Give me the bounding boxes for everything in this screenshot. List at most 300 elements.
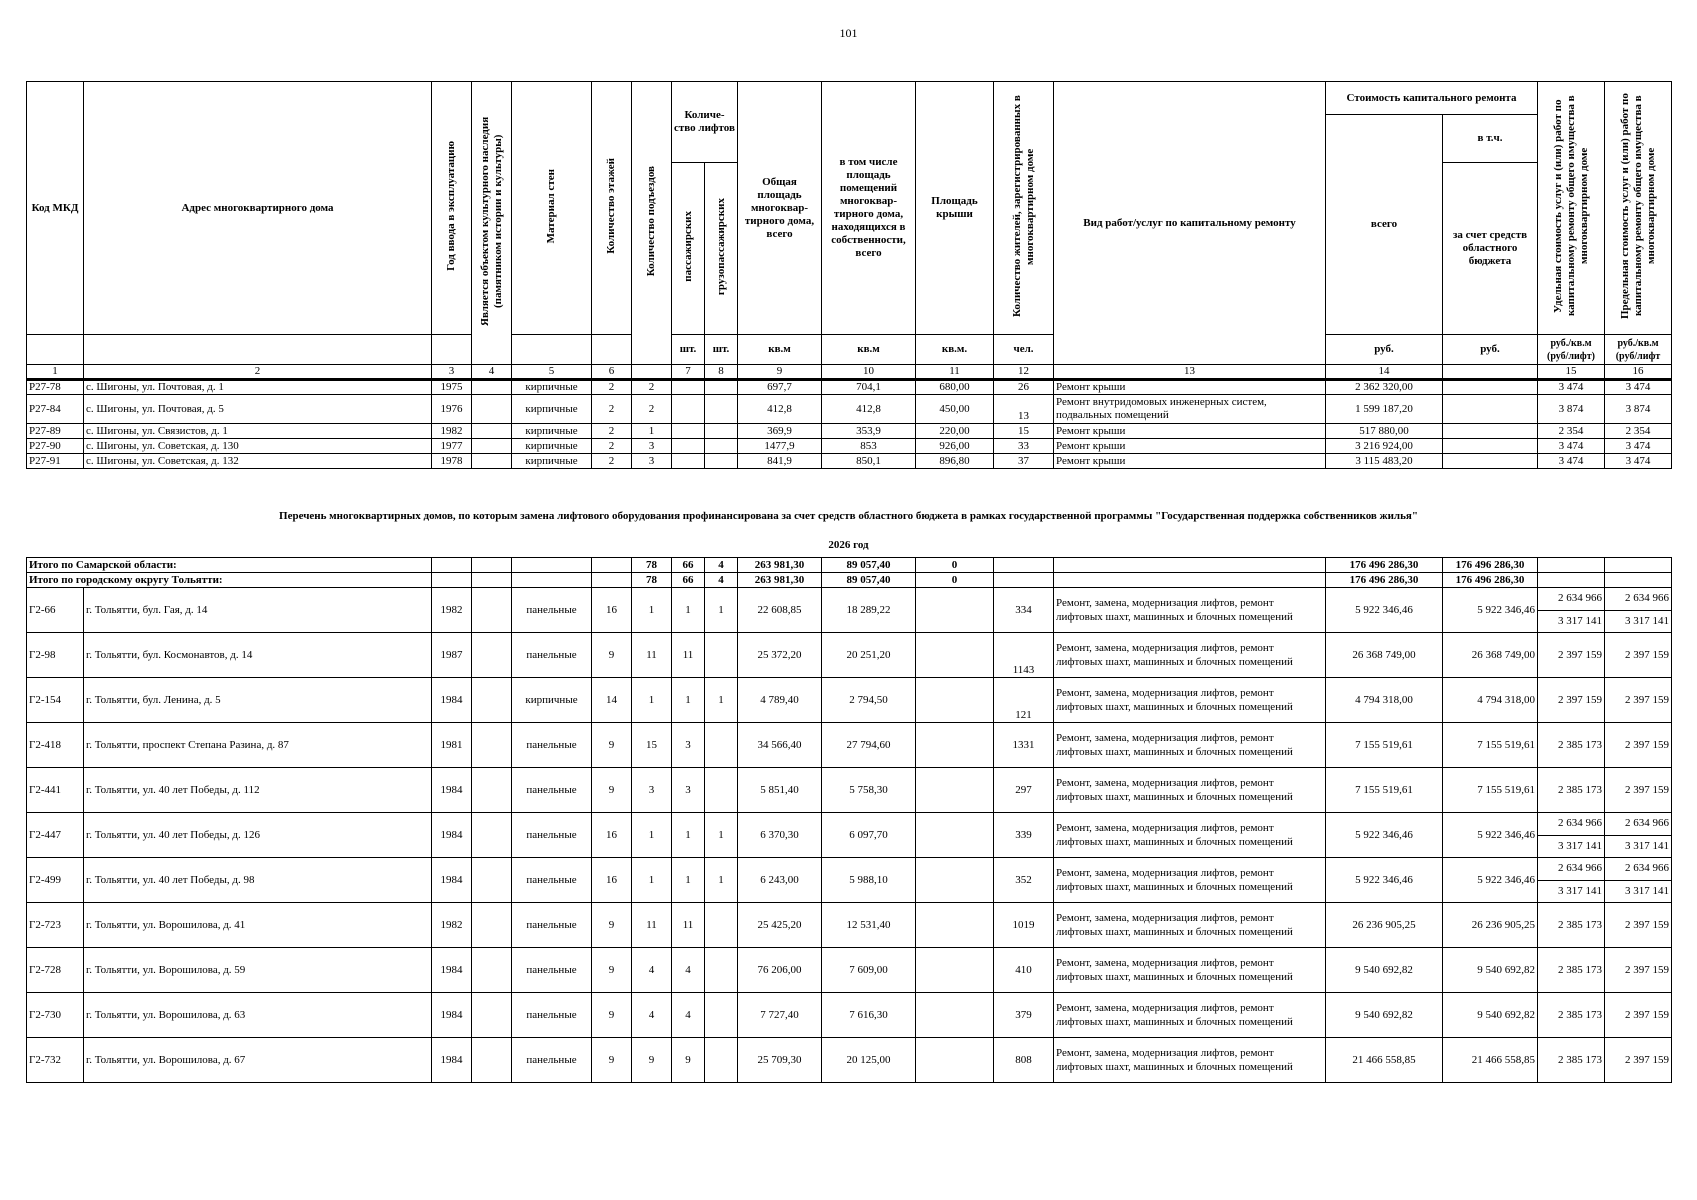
cell-wall: панельные <box>512 768 592 813</box>
cell-regional: 4 794 318,00 <box>1443 678 1538 723</box>
cell-entrances: 1 <box>632 424 672 439</box>
hdr-year: Год ввода в эксплуатацию <box>445 141 457 271</box>
cell-address: г. Тольятти, ул. Ворошилова, д. 41 <box>84 903 432 948</box>
cell-wall: панельные <box>512 588 592 633</box>
cell-residents: 339 <box>994 813 1054 858</box>
cell-cargo <box>705 424 738 439</box>
cell-total-area: 25 372,20 <box>738 633 822 678</box>
cell-floors: 9 <box>592 633 632 678</box>
table-row <box>27 993 1672 1038</box>
unit-people: чел. <box>994 335 1054 365</box>
unit-sqm: кв.м <box>738 335 822 365</box>
cell-residents: 1143 <box>994 633 1054 678</box>
cell-floors: 16 <box>592 858 632 903</box>
cell-year: 1981 <box>432 723 472 768</box>
cell-work: Ремонт, замена, модернизация лифтов, ремонт лифтовых шахт, машинных и блочных помещений <box>1054 903 1326 948</box>
table-row <box>27 395 1672 424</box>
cell-code: Г2-441 <box>27 768 84 813</box>
cell-year: 1982 <box>432 424 472 439</box>
cell-floors: 14 <box>592 678 632 723</box>
cell-limit: 2 634 966 <box>1605 813 1672 836</box>
cell-wall: панельные <box>512 903 592 948</box>
cell-work: Ремонт крыши <box>1054 424 1326 439</box>
cell-total-area: 841,9 <box>738 454 822 469</box>
cell-roof-area <box>916 588 994 633</box>
cell-roof-area <box>916 1038 994 1083</box>
cell-limit: 2 634 966 <box>1605 588 1672 611</box>
total-row <box>27 573 1672 588</box>
cell-heritage <box>472 439 512 454</box>
table-row <box>27 439 1672 454</box>
cell-address: г. Тольятти, бул. Гая, д. 14 <box>84 588 432 633</box>
cell-cargo: 1 <box>705 858 738 903</box>
cell-wall: кирпичные <box>512 380 592 395</box>
cell-passenger: 1 <box>672 678 705 723</box>
cell-roof-area: 896,80 <box>916 454 994 469</box>
cell-work <box>1054 558 1326 573</box>
cell-specific: 2 397 159 <box>1538 678 1605 723</box>
cell-roof-area <box>916 768 994 813</box>
hdr-entrances: Количество подъездов <box>645 165 657 277</box>
total-passenger: 66 <box>672 573 705 588</box>
hdr-total-area: Общая площадь многоквар-тирного дома, всего <box>738 82 822 335</box>
cell-year: 1982 <box>432 588 472 633</box>
section-title: Перечень многоквартирных домов, по которым замена лифтового оборудования профинансирована за счет средств областного бюджета в рамках государственной программы "Государственная поддержка собственников жилья" <box>279 510 1418 522</box>
hdr-limit: Предельная стоимость услуг и (или) работ по капитальному ремонту общего имущества в многоквартирном доме <box>1618 93 1657 319</box>
cell-entrances: 2 <box>632 380 672 395</box>
cell-heritage <box>472 588 512 633</box>
cell-heritage <box>472 903 512 948</box>
column-number: 7 <box>672 365 705 380</box>
cell-roof-area <box>916 813 994 858</box>
cell-owned-area: 27 794,60 <box>822 723 916 768</box>
cell-regional: 21 466 558,85 <box>1443 1038 1538 1083</box>
column-number: 5 <box>512 365 592 380</box>
cell-passenger: 11 <box>672 633 705 678</box>
cell-address: с. Шигоны, ул. Советская, д. 130 <box>84 439 432 454</box>
total-area: 263 981,30 <box>738 573 822 588</box>
unit-sqm: кв.м <box>822 335 916 365</box>
cell-regional: 9 540 692,82 <box>1443 948 1538 993</box>
cell-total-area: 4 789,40 <box>738 678 822 723</box>
hdr-lifts: Количе-ство лифтов <box>672 82 738 163</box>
cell-residents: 13 <box>994 395 1054 424</box>
cell-floors: 2 <box>592 439 632 454</box>
cell-cargo <box>705 993 738 1038</box>
column-number: 9 <box>738 365 822 380</box>
cell-regional: 5 922 346,46 <box>1443 858 1538 903</box>
cell-cargo <box>705 903 738 948</box>
table-row <box>27 678 1672 723</box>
cell-cargo <box>705 1038 738 1083</box>
cell-floors: 16 <box>592 813 632 858</box>
cell-specific: 3 317 141 <box>1538 835 1605 858</box>
cell-year: 1984 <box>432 993 472 1038</box>
cell-entrances: 1 <box>632 813 672 858</box>
unit-pcs: шт. <box>672 335 705 365</box>
cell-passenger: 1 <box>672 813 705 858</box>
cell-owned-area: 5 988,10 <box>822 858 916 903</box>
total-label: Итого по городскому округу Тольятти: <box>27 573 432 588</box>
cell-limit: 2 397 159 <box>1605 723 1672 768</box>
cell-address: г. Тольятти, проспект Степана Разина, д. 87 <box>84 723 432 768</box>
cell-wall: кирпичные <box>512 424 592 439</box>
cell-heritage <box>472 395 512 424</box>
cell-cargo: 1 <box>705 678 738 723</box>
cell-work: Ремонт, замена, модернизация лифтов, ремонт лифтовых шахт, машинных и блочных помещений <box>1054 858 1326 903</box>
column-number: 14 <box>1326 365 1443 380</box>
cell-cargo <box>705 948 738 993</box>
cell-limit <box>1605 558 1672 573</box>
cell-year: 1982 <box>432 903 472 948</box>
cell-work: Ремонт, замена, модернизация лифтов, ремонт лифтовых шахт, машинных и блочных помещений <box>1054 813 1326 858</box>
cell-owned-area: 7 609,00 <box>822 948 916 993</box>
cell-wall <box>512 558 592 573</box>
column-number: 8 <box>705 365 738 380</box>
cell-code: Р27-89 <box>27 424 84 439</box>
cell-residents: 1019 <box>994 903 1054 948</box>
cell-residents: 334 <box>994 588 1054 633</box>
cell-total-area: 7 727,40 <box>738 993 822 1038</box>
cell-total-area: 697,7 <box>738 380 822 395</box>
cell-entrances: 1 <box>632 588 672 633</box>
cell-work: Ремонт, замена, модернизация лифтов, ремонт лифтовых шахт, машинных и блочных помещений <box>1054 588 1326 633</box>
cell-total-area: 34 566,40 <box>738 723 822 768</box>
cell-wall: панельные <box>512 993 592 1038</box>
cell-heritage <box>472 380 512 395</box>
cell-owned-area: 7 616,30 <box>822 993 916 1038</box>
cell-work: Ремонт, замена, модернизация лифтов, ремонт лифтовых шахт, машинных и блочных помещений <box>1054 633 1326 678</box>
cell-work: Ремонт внутридомовых инженерных систем, подвальных помещений <box>1054 395 1326 424</box>
cell-address: с. Шигоны, ул. Связистов, д. 1 <box>84 424 432 439</box>
total-owned: 89 057,40 <box>822 573 916 588</box>
column-number: 11 <box>916 365 994 380</box>
cell-work: Ремонт крыши <box>1054 454 1326 469</box>
cell-specific: 2 385 173 <box>1538 1038 1605 1083</box>
column-number: 3 <box>432 365 472 380</box>
cell-roof-area <box>916 723 994 768</box>
hdr-wall: Материал стен <box>545 168 557 244</box>
cell-cost: 4 794 318,00 <box>1326 678 1443 723</box>
cell-roof-area <box>916 993 994 1038</box>
cell-year: 1977 <box>432 439 472 454</box>
cell-residents: 352 <box>994 858 1054 903</box>
cell-entrances: 1 <box>632 858 672 903</box>
cell-work: Ремонт, замена, модернизация лифтов, ремонт лифтовых шахт, машинных и блочных помещений <box>1054 723 1326 768</box>
cell-limit: 3 874 <box>1605 395 1672 424</box>
unit-sqm: кв.м. <box>916 335 994 365</box>
cell-year: 1984 <box>432 813 472 858</box>
cell-floors: 9 <box>592 1038 632 1083</box>
cell-regional <box>1443 395 1538 424</box>
cell-floors: 2 <box>592 380 632 395</box>
cell-cost: 21 466 558,85 <box>1326 1038 1443 1083</box>
cell-cost: 7 155 519,61 <box>1326 768 1443 813</box>
year-title: 2026 год <box>828 539 869 551</box>
cell-year: 1984 <box>432 768 472 813</box>
cell-owned-area: 853 <box>822 439 916 454</box>
cell-total-area: 76 206,00 <box>738 948 822 993</box>
cell-regional: 9 540 692,82 <box>1443 993 1538 1038</box>
cell-code: Г2-723 <box>27 903 84 948</box>
cell-specific: 3 317 141 <box>1538 880 1605 903</box>
cell-heritage <box>472 993 512 1038</box>
cell-entrances: 11 <box>632 903 672 948</box>
cell-passenger: 1 <box>672 858 705 903</box>
cell-limit: 2 397 159 <box>1605 948 1672 993</box>
cell-entrances: 4 <box>632 993 672 1038</box>
cell-specific: 3 317 141 <box>1538 610 1605 633</box>
cell-specific: 2 385 173 <box>1538 993 1605 1038</box>
cell-regional: 26 368 749,00 <box>1443 633 1538 678</box>
cell-total-area: 6 370,30 <box>738 813 822 858</box>
cell-total-area: 1477,9 <box>738 439 822 454</box>
cell-owned-area: 20 125,00 <box>822 1038 916 1083</box>
cell-year: 1984 <box>432 858 472 903</box>
cell-passenger <box>672 454 705 469</box>
cell-cost: 2 362 320,00 <box>1326 380 1443 395</box>
total-regional: 176 496 286,30 <box>1443 573 1538 588</box>
cell-passenger <box>672 439 705 454</box>
cell-year: 1975 <box>432 380 472 395</box>
cell-cost: 5 922 346,46 <box>1326 858 1443 903</box>
cell-code: Р27-90 <box>27 439 84 454</box>
cell-regional: 5 922 346,46 <box>1443 588 1538 633</box>
cell-specific: 3 474 <box>1538 439 1605 454</box>
cell-year: 1984 <box>432 1038 472 1083</box>
cell-code: Г2-499 <box>27 858 84 903</box>
cell-owned-area: 6 097,70 <box>822 813 916 858</box>
cell-cargo <box>705 395 738 424</box>
cell-address: г. Тольятти, ул. Ворошилова, д. 59 <box>84 948 432 993</box>
total-cost: 176 496 286,30 <box>1326 558 1443 573</box>
cell-year: 1976 <box>432 395 472 424</box>
cell-address: г. Тольятти, ул. 40 лет Победы, д. 98 <box>84 858 432 903</box>
repair-table <box>26 81 1672 469</box>
cell-work: Ремонт, замена, модернизация лифтов, ремонт лифтовых шахт, машинных и блочных помещений <box>1054 948 1326 993</box>
cell-address: с. Шигоны, ул. Почтовая, д. 1 <box>84 380 432 395</box>
table-row <box>27 723 1672 768</box>
cell-heritage <box>472 768 512 813</box>
column-number: 16 <box>1605 365 1672 380</box>
cell-limit: 3 474 <box>1605 439 1672 454</box>
cell-address: с. Шигоны, ул. Советская, д. 132 <box>84 454 432 469</box>
total-row <box>27 558 1672 573</box>
cell-code: Г2-730 <box>27 993 84 1038</box>
column-number: 15 <box>1538 365 1605 380</box>
cell-code: Г2-728 <box>27 948 84 993</box>
cell-wall: панельные <box>512 948 592 993</box>
hdr-passenger: пассажирских <box>681 211 694 282</box>
hdr-cost-total: всего <box>1326 115 1443 335</box>
cell-heritage <box>472 558 512 573</box>
unit-pcs: шт. <box>705 335 738 365</box>
cell-floors: 9 <box>592 768 632 813</box>
hdr-cost: Стоимость капитального ремонта <box>1326 82 1538 115</box>
cell-limit: 2 397 159 <box>1605 633 1672 678</box>
cell-owned-area: 704,1 <box>822 380 916 395</box>
cell-specific: 2 385 173 <box>1538 768 1605 813</box>
cell-address: г. Тольятти, бул. Ленина, д. 5 <box>84 678 432 723</box>
cell-floors: 9 <box>592 993 632 1038</box>
cell-limit: 3 317 141 <box>1605 610 1672 633</box>
cell-address: г. Тольятти, ул. 40 лет Победы, д. 112 <box>84 768 432 813</box>
cell-residents <box>994 573 1054 588</box>
cell-limit: 3 317 141 <box>1605 880 1672 903</box>
cell-work: Ремонт крыши <box>1054 380 1326 395</box>
column-number: 13 <box>1054 365 1326 380</box>
cell-total-area: 6 243,00 <box>738 858 822 903</box>
cell-year <box>432 558 472 573</box>
cell-cost: 26 236 905,25 <box>1326 903 1443 948</box>
total-owned: 89 057,40 <box>822 558 916 573</box>
column-number: 12 <box>994 365 1054 380</box>
cell-specific: 2 354 <box>1538 424 1605 439</box>
cell-cost: 3 115 483,20 <box>1326 454 1443 469</box>
table-row <box>27 633 1672 678</box>
cell-residents: 297 <box>994 768 1054 813</box>
cell-roof-area: 680,00 <box>916 380 994 395</box>
total-regional: 176 496 286,30 <box>1443 558 1538 573</box>
cell-work: Ремонт, замена, модернизация лифтов, ремонт лифтовых шахт, машинных и блочных помещений <box>1054 1038 1326 1083</box>
column-number <box>1443 365 1538 380</box>
cell-entrances: 2 <box>632 395 672 424</box>
cell-regional <box>1443 380 1538 395</box>
cell-entrances: 3 <box>632 454 672 469</box>
total-cargo: 4 <box>705 573 738 588</box>
table-row <box>27 903 1672 948</box>
cell-cost: 9 540 692,82 <box>1326 948 1443 993</box>
cell-residents: 1331 <box>994 723 1054 768</box>
cell-regional <box>1443 424 1538 439</box>
cell-cost: 517 880,00 <box>1326 424 1443 439</box>
total-entrances: 78 <box>632 573 672 588</box>
total-roof: 0 <box>916 558 994 573</box>
cell-code: Г2-418 <box>27 723 84 768</box>
cell-work: Ремонт, замена, модернизация лифтов, ремонт лифтовых шахт, машинных и блочных помещений <box>1054 678 1326 723</box>
cell-owned-area: 20 251,20 <box>822 633 916 678</box>
cell-cargo <box>705 380 738 395</box>
cell-residents: 15 <box>994 424 1054 439</box>
column-number: 10 <box>822 365 916 380</box>
cell-owned-area: 12 531,40 <box>822 903 916 948</box>
table-row <box>27 768 1672 813</box>
cell-owned-area: 5 758,30 <box>822 768 916 813</box>
total-passenger: 66 <box>672 558 705 573</box>
cell-wall: панельные <box>512 1038 592 1083</box>
cell-floors <box>592 558 632 573</box>
total-roof: 0 <box>916 573 994 588</box>
cell-total-area: 25 709,30 <box>738 1038 822 1083</box>
cell-wall: кирпичные <box>512 678 592 723</box>
cell-limit: 2 354 <box>1605 424 1672 439</box>
cell-entrances: 3 <box>632 768 672 813</box>
cell-total-area: 412,8 <box>738 395 822 424</box>
cell-passenger: 9 <box>672 1038 705 1083</box>
cell-heritage <box>472 948 512 993</box>
cell-residents: 121 <box>994 678 1054 723</box>
cell-specific: 3 474 <box>1538 380 1605 395</box>
cell-cost: 5 922 346,46 <box>1326 813 1443 858</box>
cell-passenger <box>672 395 705 424</box>
cell-floors: 2 <box>592 424 632 439</box>
cell-cost: 7 155 519,61 <box>1326 723 1443 768</box>
cell-regional <box>1443 439 1538 454</box>
cell-passenger: 11 <box>672 903 705 948</box>
cell-cost: 5 922 346,46 <box>1326 588 1443 633</box>
table-row <box>27 380 1672 395</box>
lift-table <box>26 557 1672 1083</box>
cell-total-area: 22 608,85 <box>738 588 822 633</box>
hdr-roof-area: Площадь крыши <box>916 82 994 335</box>
cell-address: г. Тольятти, бул. Космонавтов, д. 14 <box>84 633 432 678</box>
cell-cargo <box>705 723 738 768</box>
cell-code: Р27-84 <box>27 395 84 424</box>
cell-owned-area: 18 289,22 <box>822 588 916 633</box>
cell-floors: 2 <box>592 395 632 424</box>
cell-roof-area: 220,00 <box>916 424 994 439</box>
cell-roof-area <box>916 948 994 993</box>
cell-specific: 3 874 <box>1538 395 1605 424</box>
cell-address: г. Тольятти, ул. Ворошилова, д. 63 <box>84 993 432 1038</box>
cell-work: Ремонт, замена, модернизация лифтов, ремонт лифтовых шахт, машинных и блочных помещений <box>1054 768 1326 813</box>
cell-owned-area: 850,1 <box>822 454 916 469</box>
cell-entrances: 15 <box>632 723 672 768</box>
cell-code: Р27-78 <box>27 380 84 395</box>
cell-wall: панельные <box>512 723 592 768</box>
cell-wall <box>512 573 592 588</box>
hdr-residents: Количество жителей, зарегистрированных в многоквартирном доме <box>1010 95 1036 317</box>
hdr-regional: за счет средств областного бюджета <box>1443 163 1538 335</box>
cell-passenger: 3 <box>672 723 705 768</box>
cell-code: Г2-98 <box>27 633 84 678</box>
cell-residents: 410 <box>994 948 1054 993</box>
cell-address: г. Тольятти, ул. Ворошилова, д. 67 <box>84 1038 432 1083</box>
cell-heritage <box>472 858 512 903</box>
cell-entrances: 11 <box>632 633 672 678</box>
cell-year: 1987 <box>432 633 472 678</box>
cell-work: Ремонт, замена, модернизация лифтов, ремонт лифтовых шахт, машинных и блочных помещений <box>1054 993 1326 1038</box>
cell-limit <box>1605 573 1672 588</box>
cell-wall: панельные <box>512 858 592 903</box>
cell-cargo: 1 <box>705 813 738 858</box>
cell-specific <box>1538 558 1605 573</box>
cell-cargo <box>705 633 738 678</box>
cell-specific: 2 634 966 <box>1538 588 1605 611</box>
cell-residents: 808 <box>994 1038 1054 1083</box>
cell-limit: 2 397 159 <box>1605 678 1672 723</box>
cell-passenger: 3 <box>672 768 705 813</box>
cell-heritage <box>472 723 512 768</box>
cell-heritage <box>472 573 512 588</box>
cell-residents: 26 <box>994 380 1054 395</box>
hdr-owned-area: в том числе площадь помещений многоквар-тирного дома, находящихся в собственности, всего <box>822 82 916 335</box>
cell-total-area: 369,9 <box>738 424 822 439</box>
cell-year: 1984 <box>432 678 472 723</box>
table-row <box>27 424 1672 439</box>
cell-wall: панельные <box>512 633 592 678</box>
cell-roof-area <box>916 678 994 723</box>
cell-passenger <box>672 424 705 439</box>
hdr-code: Код МКД <box>27 82 84 335</box>
cell-specific: 2 634 966 <box>1538 813 1605 836</box>
cell-specific: 2 385 173 <box>1538 723 1605 768</box>
hdr-cargo: грузопассажирских <box>714 197 727 296</box>
unit-rub: руб. <box>1443 335 1538 365</box>
cell-regional: 5 922 346,46 <box>1443 813 1538 858</box>
cell-cost: 3 216 924,00 <box>1326 439 1443 454</box>
cell-code: Г2-66 <box>27 588 84 633</box>
